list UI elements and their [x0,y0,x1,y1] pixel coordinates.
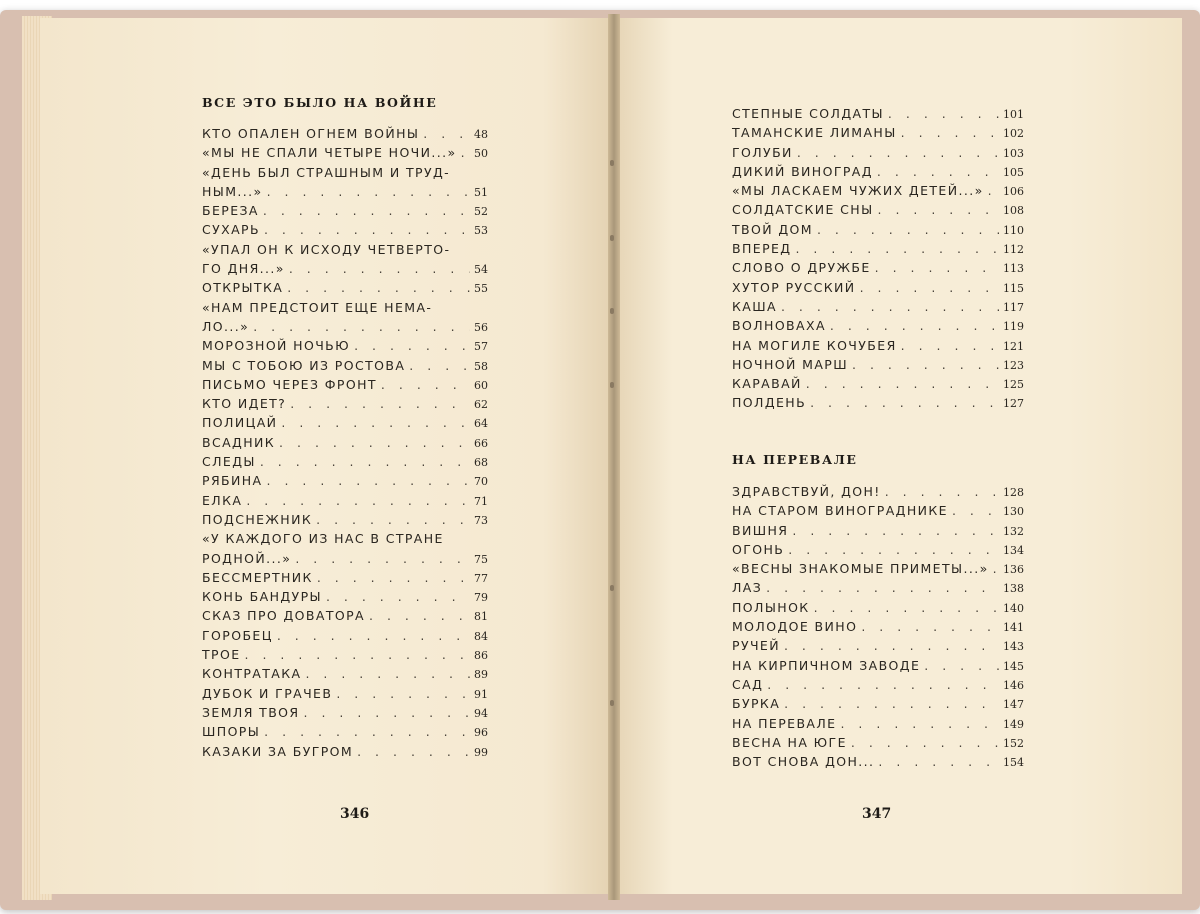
spine-stitch [610,160,614,166]
toc-entry [732,735,1024,754]
toc-leader-dots [295,551,470,566]
toc-leader-dots [860,280,999,295]
toc-leader-dots [305,666,470,681]
toc-entry-title: НОЧНОЙ МАРШ [732,356,849,372]
toc-entry [202,203,488,222]
toc-entry-title: ОГОНЬ [732,541,785,557]
toc-entry-title: НА КИРПИЧНОМ ЗАВОДЕ [732,657,921,673]
toc-entry-page: 149 [1003,717,1024,731]
toc-entry-title: ДИКИЙ ВИНОГРАД [732,163,873,179]
toc-leader-dots [851,735,999,750]
toc-leader-dots [840,716,999,731]
toc-entry-page: 127 [1003,397,1024,411]
toc-entry [202,242,488,261]
toc-entry-title: ПОЛЫНОК [732,599,810,615]
toc-leader-dots [267,184,470,199]
toc-entry-page: 48 [474,128,488,141]
toc-entry-page: 62 [474,398,488,412]
toc-leader-dots [861,619,999,634]
toc-entry [732,202,1024,221]
toc-entry [732,600,1024,619]
toc-leader-dots [253,319,470,334]
toc-entry-title: ВЕСНА НА ЮГЕ [732,734,847,750]
toc-entry-page: 140 [1003,601,1024,615]
toc-entry [202,396,488,415]
toc-entry [202,300,488,319]
toc-leader-dots [326,589,470,604]
toc-entry [202,512,488,531]
toc-entry-page: 117 [1003,300,1024,314]
toc-entry-title: КОНТРАТАКА [202,666,302,682]
toc-leader-dots [806,376,999,391]
toc-entry-page: 58 [474,359,488,373]
toc-entry-title: КТО ИДЕТ? [202,396,287,412]
toc-entry-page: 145 [1003,659,1024,673]
toc-leader-dots [245,647,470,662]
toc-leader-dots [814,600,999,615]
toc-entry-title: ТВОЙ ДОМ [732,221,813,237]
toc-entry-title: СКАЗ ПРО ДОВАТОРА [202,608,365,624]
toc-entry [732,754,1024,773]
toc-entry [732,106,1024,125]
toc-entry-title: КОНЬ БАНДУРЫ [202,589,322,605]
toc-entry-page: 121 [1003,339,1024,353]
toc-entry [732,523,1024,542]
right-section-title: НА ПЕРЕВАЛЕ [732,452,858,467]
toc-leader-dots [766,580,999,595]
right-page-number: 347 [862,806,892,822]
toc-leader-dots [246,493,470,508]
toc-entry-page: 94 [474,706,488,720]
toc-entry-page: 75 [474,552,488,566]
toc-leader-dots [830,318,999,333]
toc-entry-title: СУХАРЬ [202,222,260,238]
toc-entry-page: 89 [474,668,488,682]
toc-entry-page: 51 [474,185,488,199]
toc-entry [202,608,488,627]
toc-entry-title: ЗДРАВСТВУЙ, ДОН! [732,484,881,499]
toc-entry-title: КАРАВАЙ [732,376,802,392]
toc-entry-page: 147 [1003,698,1024,712]
toc-leader-dots [767,677,999,692]
toc-entry-page: 123 [1003,358,1024,372]
toc-entry-title: ГО ДНЯ...» [202,261,285,277]
toc-entry-title: ПОЛИЦАЙ [202,415,278,431]
toc-entry-title: МОЛОДОЕ ВИНО [732,619,858,635]
toc-leader-dots [316,512,470,527]
toc-entry-title: ХУТОР РУССКИЙ [732,279,856,295]
toc-entry-title: ЗЕМЛЯ ТВОЯ [202,704,300,720]
toc-leader-dots [788,542,999,557]
toc-entry-page: 84 [474,629,488,643]
toc-leader-dots [993,561,999,576]
toc-leader-dots [817,222,999,237]
toc-entry-page: 113 [1003,262,1024,276]
toc-leader-dots [852,357,999,372]
right-toc-list-bottom [732,484,1024,773]
toc-leader-dots [878,754,999,769]
toc-entry [732,222,1024,241]
toc-entry-title: НА МОГИЛЕ КОЧУБЕЯ [732,337,897,353]
toc-entry [202,261,488,280]
toc-entry-title: ПИСЬМО ЧЕРЕЗ ФРОНТ [202,376,377,392]
toc-entry-title: «НАМ ПРЕДСТОИТ ЕЩЕ НЕМА- [202,299,433,315]
toc-entry-page: 96 [474,726,488,740]
toc-entry-title: САД [732,676,764,692]
toc-entry [732,619,1024,638]
toc-entry-page: 146 [1003,678,1024,692]
toc-leader-dots [988,183,999,198]
toc-leader-dots [369,608,470,623]
toc-entry [732,376,1024,395]
toc-entry [202,145,488,164]
toc-entry [202,589,488,608]
toc-entry-title: НЫМ...» [202,183,263,199]
toc-entry-page: 119 [1003,320,1024,334]
toc-entry-page: 101 [1003,108,1024,121]
toc-leader-dots [781,299,999,314]
toc-leader-dots [264,724,470,739]
toc-entry-page: 68 [474,456,488,470]
toc-entry [202,184,488,203]
toc-entry-title: ВОЛНОВАХА [732,318,826,334]
toc-leader-dots [281,415,470,430]
toc-entry-title: ЕЛКА [202,492,243,508]
toc-entry-title: «ВЕСНЫ ЗНАКОМЫЕ ПРИМЕТЫ...» [732,561,989,577]
toc-entry-page: 60 [474,378,488,392]
toc-entry-title: СЛЕДЫ [202,454,256,470]
toc-entry [732,561,1024,580]
spine-stitch [610,585,614,591]
toc-entry-title: ЛАЗ [732,580,763,596]
toc-entry-page: 152 [1003,736,1024,750]
toc-entry-title: «МЫ НЕ СПАЛИ ЧЕТЫРЕ НОЧИ...» [202,145,457,161]
toc-leader-dots [952,503,999,518]
toc-entry [202,531,488,550]
toc-leader-dots [784,696,999,711]
toc-leader-dots [877,164,999,179]
toc-entry [202,493,488,512]
toc-entry-page: 54 [474,263,488,277]
toc-entry-title: КТО ОПАЛЕН ОГНЕМ ВОЙНЫ [202,126,420,141]
toc-entry [202,628,488,647]
toc-entry [732,241,1024,260]
toc-entry [202,415,488,434]
toc-leader-dots [885,484,999,499]
toc-entry-title: МЫ С ТОБОЮ ИЗ РОСТОВА [202,357,406,373]
toc-entry-title: ТАМАНСКИЕ ЛИМАНЫ [732,125,897,141]
toc-entry [202,319,488,338]
toc-leader-dots [875,260,999,275]
toc-entry [732,280,1024,299]
toc-entry-page: 105 [1003,165,1024,179]
toc-leader-dots [423,126,470,141]
toc-entry [202,686,488,705]
toc-entry-page: 132 [1003,524,1024,538]
toc-entry-title: РЯБИНА [202,473,263,489]
toc-entry [732,638,1024,657]
toc-entry-title: НА СТАРОМ ВИНОГРАДНИКЕ [732,503,948,519]
toc-entry-title: НА ПЕРЕВАЛЕ [732,715,837,731]
toc-entry [732,484,1024,503]
toc-entry-title: ТРОЕ [202,647,241,663]
toc-leader-dots [901,125,999,140]
toc-entry [732,183,1024,202]
book-spine [608,14,620,900]
toc-leader-dots [409,358,470,373]
left-toc-list [202,126,488,763]
toc-entry [202,744,488,763]
toc-entry-page: 57 [474,340,488,354]
toc-leader-dots [784,638,999,653]
toc-entry-title: «ДЕНЬ БЫЛ СТРАШНЫМ И ТРУД- [202,164,451,180]
toc-leader-dots [795,241,999,256]
toc-entry-title: СОЛДАТСКИЕ СНЫ [732,202,874,218]
toc-entry-title: ПОДСНЕЖНИК [202,511,313,527]
toc-entry-page: 91 [474,687,488,701]
toc-entry-page: 136 [1003,563,1024,577]
spine-stitch [610,382,614,388]
toc-entry-title: КАША [732,298,777,314]
toc-entry [732,542,1024,561]
toc-leader-dots [263,203,470,218]
toc-leader-dots [287,280,470,295]
toc-entry [732,658,1024,677]
toc-leader-dots [336,686,470,701]
toc-entry-page: 86 [474,649,488,663]
toc-entry [732,677,1024,696]
toc-entry-title: ШПОРЫ [202,724,261,740]
toc-entry-title: «УПАЛ ОН К ИСХОДУ ЧЕТВЕРТО- [202,241,451,257]
toc-entry-page: 81 [474,610,488,624]
toc-entry-page: 99 [474,745,488,759]
toc-entry-title: ПОЛДЕНЬ [732,395,807,411]
toc-leader-dots [264,222,470,237]
toc-leader-dots [357,744,470,759]
toc-entry-title: БУРКА [732,696,781,712]
toc-entry-page: 128 [1003,486,1024,499]
toc-entry-page: 125 [1003,378,1024,392]
toc-entry-title: СТЕПНЫЕ СОЛДАТЫ [732,106,884,121]
toc-entry [202,473,488,492]
toc-entry-title: ВСАДНИК [202,434,276,450]
toc-leader-dots [878,202,1000,217]
toc-entry [732,338,1024,357]
toc-entry-page: 141 [1003,621,1024,635]
toc-leader-dots [901,338,999,353]
right-toc-list-top [732,106,1024,415]
toc-entry [732,145,1024,164]
toc-entry [202,705,488,724]
toc-entry-title: КАЗАКИ ЗА БУГРОМ [202,743,354,759]
toc-entry-title: ОТКРЫТКА [202,280,284,296]
toc-entry [732,125,1024,144]
toc-entry-page: 70 [474,475,488,489]
left-section-title: ВСЕ ЭТО БЫЛО НА ВОЙНЕ [202,95,438,110]
toc-entry-page: 52 [474,205,488,219]
toc-entry-page: 143 [1003,640,1024,654]
toc-entry-page: 55 [474,282,488,296]
toc-entry-page: 108 [1003,204,1024,218]
toc-leader-dots [304,705,471,720]
toc-entry [732,580,1024,599]
toc-entry [202,338,488,357]
toc-entry-page: 77 [474,571,488,585]
toc-entry-title: БЕССМЕРТНИК [202,569,313,585]
toc-entry-title: МОРОЗНОЙ НОЧЬЮ [202,338,351,354]
toc-entry [732,357,1024,376]
toc-entry-page: 110 [1003,223,1024,237]
toc-entry [202,647,488,666]
toc-entry-title: РОДНОЙ...» [202,550,292,566]
toc-entry [732,503,1024,522]
toc-entry-page: 106 [1003,185,1024,199]
toc-entry [732,164,1024,183]
toc-entry-title: ГОРОБЕЦ [202,627,273,643]
toc-leader-dots [792,523,999,538]
toc-leader-dots [317,570,470,585]
toc-entry-title: ГОЛУБИ [732,144,793,160]
toc-entry-page: 112 [1003,243,1024,257]
toc-entry [202,454,488,473]
toc-entry-page: 64 [474,417,488,431]
spine-stitch [610,308,614,314]
toc-entry-page: 154 [1003,756,1024,770]
toc-entry [202,724,488,743]
toc-entry-title: ВИШНЯ [732,522,789,538]
toc-entry-page: 66 [474,436,488,450]
toc-entry-page: 130 [1003,505,1024,519]
toc-leader-dots [277,628,470,643]
toc-leader-dots [290,396,470,411]
toc-entry [732,318,1024,337]
toc-entry-page: 53 [474,224,488,238]
toc-leader-dots [279,435,470,450]
toc-entry [732,395,1024,414]
toc-entry [732,716,1024,735]
toc-entry [202,666,488,685]
spine-stitch [610,700,614,706]
toc-entry-title: ВОТ СНОВА ДОН... [732,754,875,770]
toc-entry-page: 138 [1003,582,1024,596]
toc-entry-title: СЛОВО О ДРУЖБЕ [732,260,871,276]
toc-entry [202,570,488,589]
toc-leader-dots [810,395,999,410]
toc-entry-page: 73 [474,513,488,527]
toc-entry-title: «МЫ ЛАСКАЕМ ЧУЖИХ ДЕТЕЙ...» [732,183,984,199]
toc-entry-page: 103 [1003,146,1024,160]
toc-entry-page: 79 [474,591,488,605]
toc-leader-dots [260,454,470,469]
toc-entry-page: 102 [1003,127,1024,141]
toc-leader-dots [797,145,999,160]
toc-entry [202,222,488,241]
left-page-number: 346 [340,806,370,822]
toc-leader-dots [461,145,470,160]
toc-entry-title: ДУБОК И ГРАЧЕВ [202,685,333,701]
toc-entry-page: 50 [474,147,488,161]
toc-entry [202,126,488,145]
toc-entry [732,299,1024,318]
toc-entry-page: 71 [474,494,488,508]
toc-entry [202,280,488,299]
toc-leader-dots [354,338,470,353]
toc-leader-dots [924,658,999,673]
toc-entry [202,551,488,570]
toc-entry [732,260,1024,279]
toc-entry-title: РУЧЕЙ [732,638,780,654]
toc-entry [202,165,488,184]
toc-entry-page: 115 [1003,281,1024,295]
toc-entry [732,696,1024,715]
toc-entry-page: 134 [1003,543,1024,557]
toc-leader-dots [381,377,470,392]
toc-entry-page: 56 [474,320,488,334]
toc-leader-dots [267,473,471,488]
toc-entry [202,435,488,454]
toc-entry-title: «У КАЖДОГО ИЗ НАС В СТРАНЕ [202,531,444,547]
toc-entry [202,377,488,396]
toc-leader-dots [888,106,999,121]
toc-leader-dots [289,261,470,276]
toc-entry [202,358,488,377]
toc-entry-title: БЕРЕЗА [202,203,259,219]
toc-entry-title: ЛО...» [202,318,250,334]
toc-entry-title: ВПЕРЕД [732,241,792,257]
spine-stitch [610,235,614,241]
